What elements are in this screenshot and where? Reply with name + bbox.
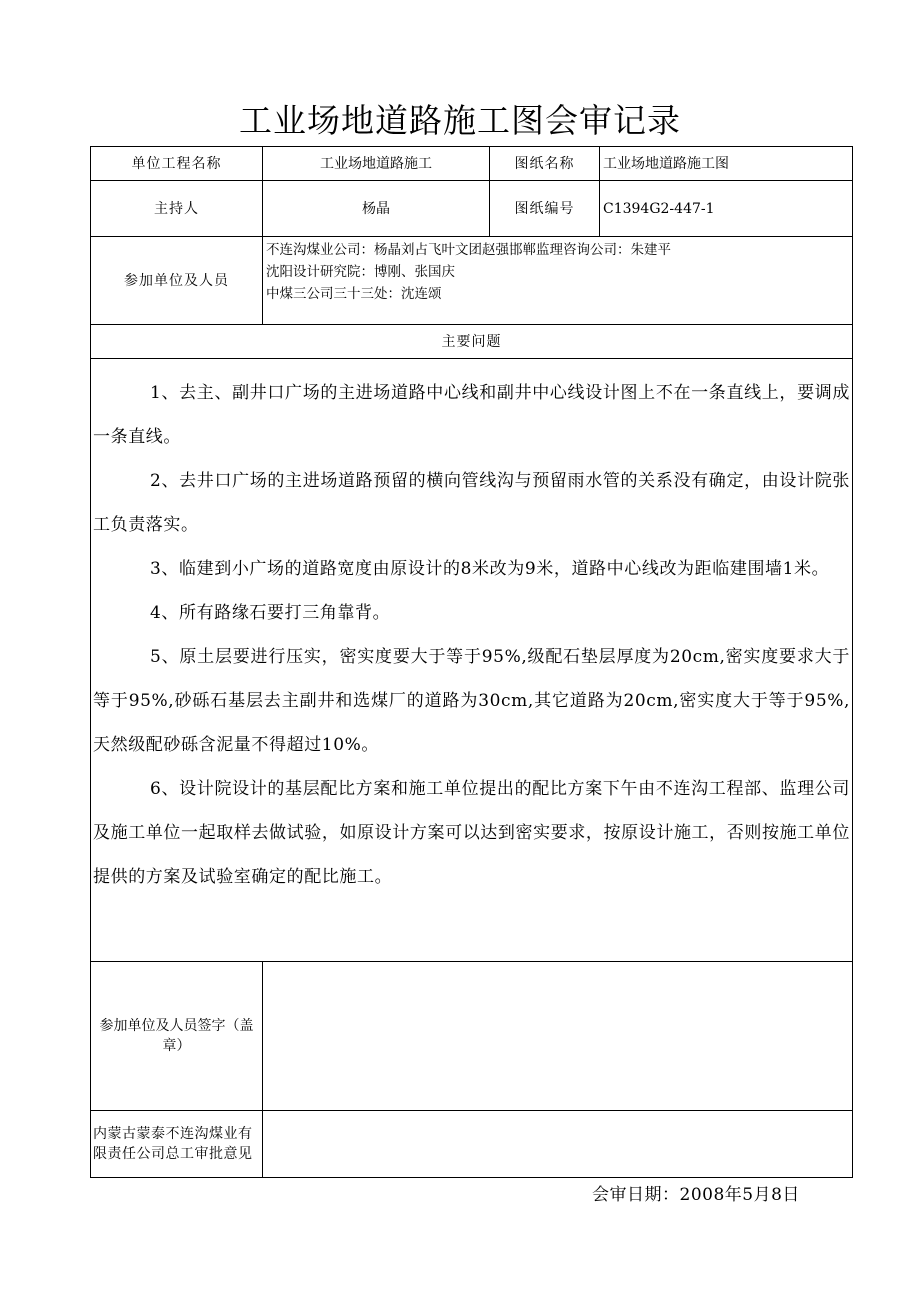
host-row <box>91 181 853 237</box>
participants-list <box>263 237 853 325</box>
issues-header-row <box>91 325 853 359</box>
drawing-name-label: 图纸名称 <box>490 147 600 181</box>
issue-item: 1、去主、副井口广场的主进场道路中心线和副井中心线设计图上不在一条直线上，要调成一条直线。 <box>93 383 850 447</box>
drawing-no-value: C1394G2-447-1 <box>600 181 853 237</box>
signature-row <box>91 962 853 1111</box>
approval-row <box>91 1111 853 1178</box>
project-row <box>91 147 853 181</box>
approval-field <box>263 1111 853 1178</box>
participants-label: 参加单位及人员 <box>91 237 263 325</box>
issue-item: 2、去井口广场的主进场道路预留的横向管线沟与预留雨水管的关系没有确定，由设计院张工负责落实。 <box>93 471 850 535</box>
host-value: 杨晶 <box>263 181 490 237</box>
participant-line: 中煤三公司三十三处：沈连颂 <box>266 286 442 302</box>
signature-field <box>263 962 853 1111</box>
issue-item: 5、原土层要进行压实，密实度要大于等于95%,级配石垫层厚度为20cm,密实度要求大于等于95%,砂砾石基层去主副井和选煤厂的道路为30cm,其它道路为20cm,密实度大于等于95%,天然级配砂砾含泥量不得超过10%。 <box>93 647 850 755</box>
issue-item: 4、所有路缘石要打三角靠背。 <box>150 603 391 623</box>
issue-item: 3、临建到小广场的道路宽度由原设计的8米改为9米，道路中心线改为距临建围墙1米。 <box>150 559 830 579</box>
project-value: 工业场地道路施工 <box>263 147 490 181</box>
review-date: 会审日期：2008年5月8日 <box>592 1185 800 1205</box>
participants-row <box>91 237 853 325</box>
drawing-no-label: 图纸编号 <box>490 181 600 237</box>
project-label: 单位工程名称 <box>91 147 263 181</box>
issue-item: 6、设计院设计的基层配比方案和施工单位提出的配比方案下午由不连沟工程部、监理公司及施工单位一起取样去做试验，如原设计方案可以达到密实要求，按原设计施工，否则按施工单位提供的方案及试验室确定的配比施工。 <box>93 779 850 887</box>
issues-header: 主要问题 <box>91 325 853 359</box>
signature-label: 参加单位及人员签字（盖章） <box>91 962 263 1111</box>
issues-content <box>91 359 853 962</box>
participant-line: 不连沟煤业公司：杨晶刘占飞叶文团赵强邯郸监理咨询公司：朱建平 <box>266 242 671 258</box>
page-title: 工业场地道路施工图会审记录 <box>239 101 681 140</box>
approval-label: 内蒙古蒙泰不连沟煤业有限责任公司总工审批意见 <box>91 1111 263 1178</box>
drawing-name-value: 工业场地道路施工图 <box>600 147 853 181</box>
participant-line: 沈阳设计研究院：博刚、张国庆 <box>266 264 455 280</box>
host-label: 主持人 <box>91 181 263 237</box>
issues-row <box>91 359 853 962</box>
review-record-table <box>90 146 853 1178</box>
